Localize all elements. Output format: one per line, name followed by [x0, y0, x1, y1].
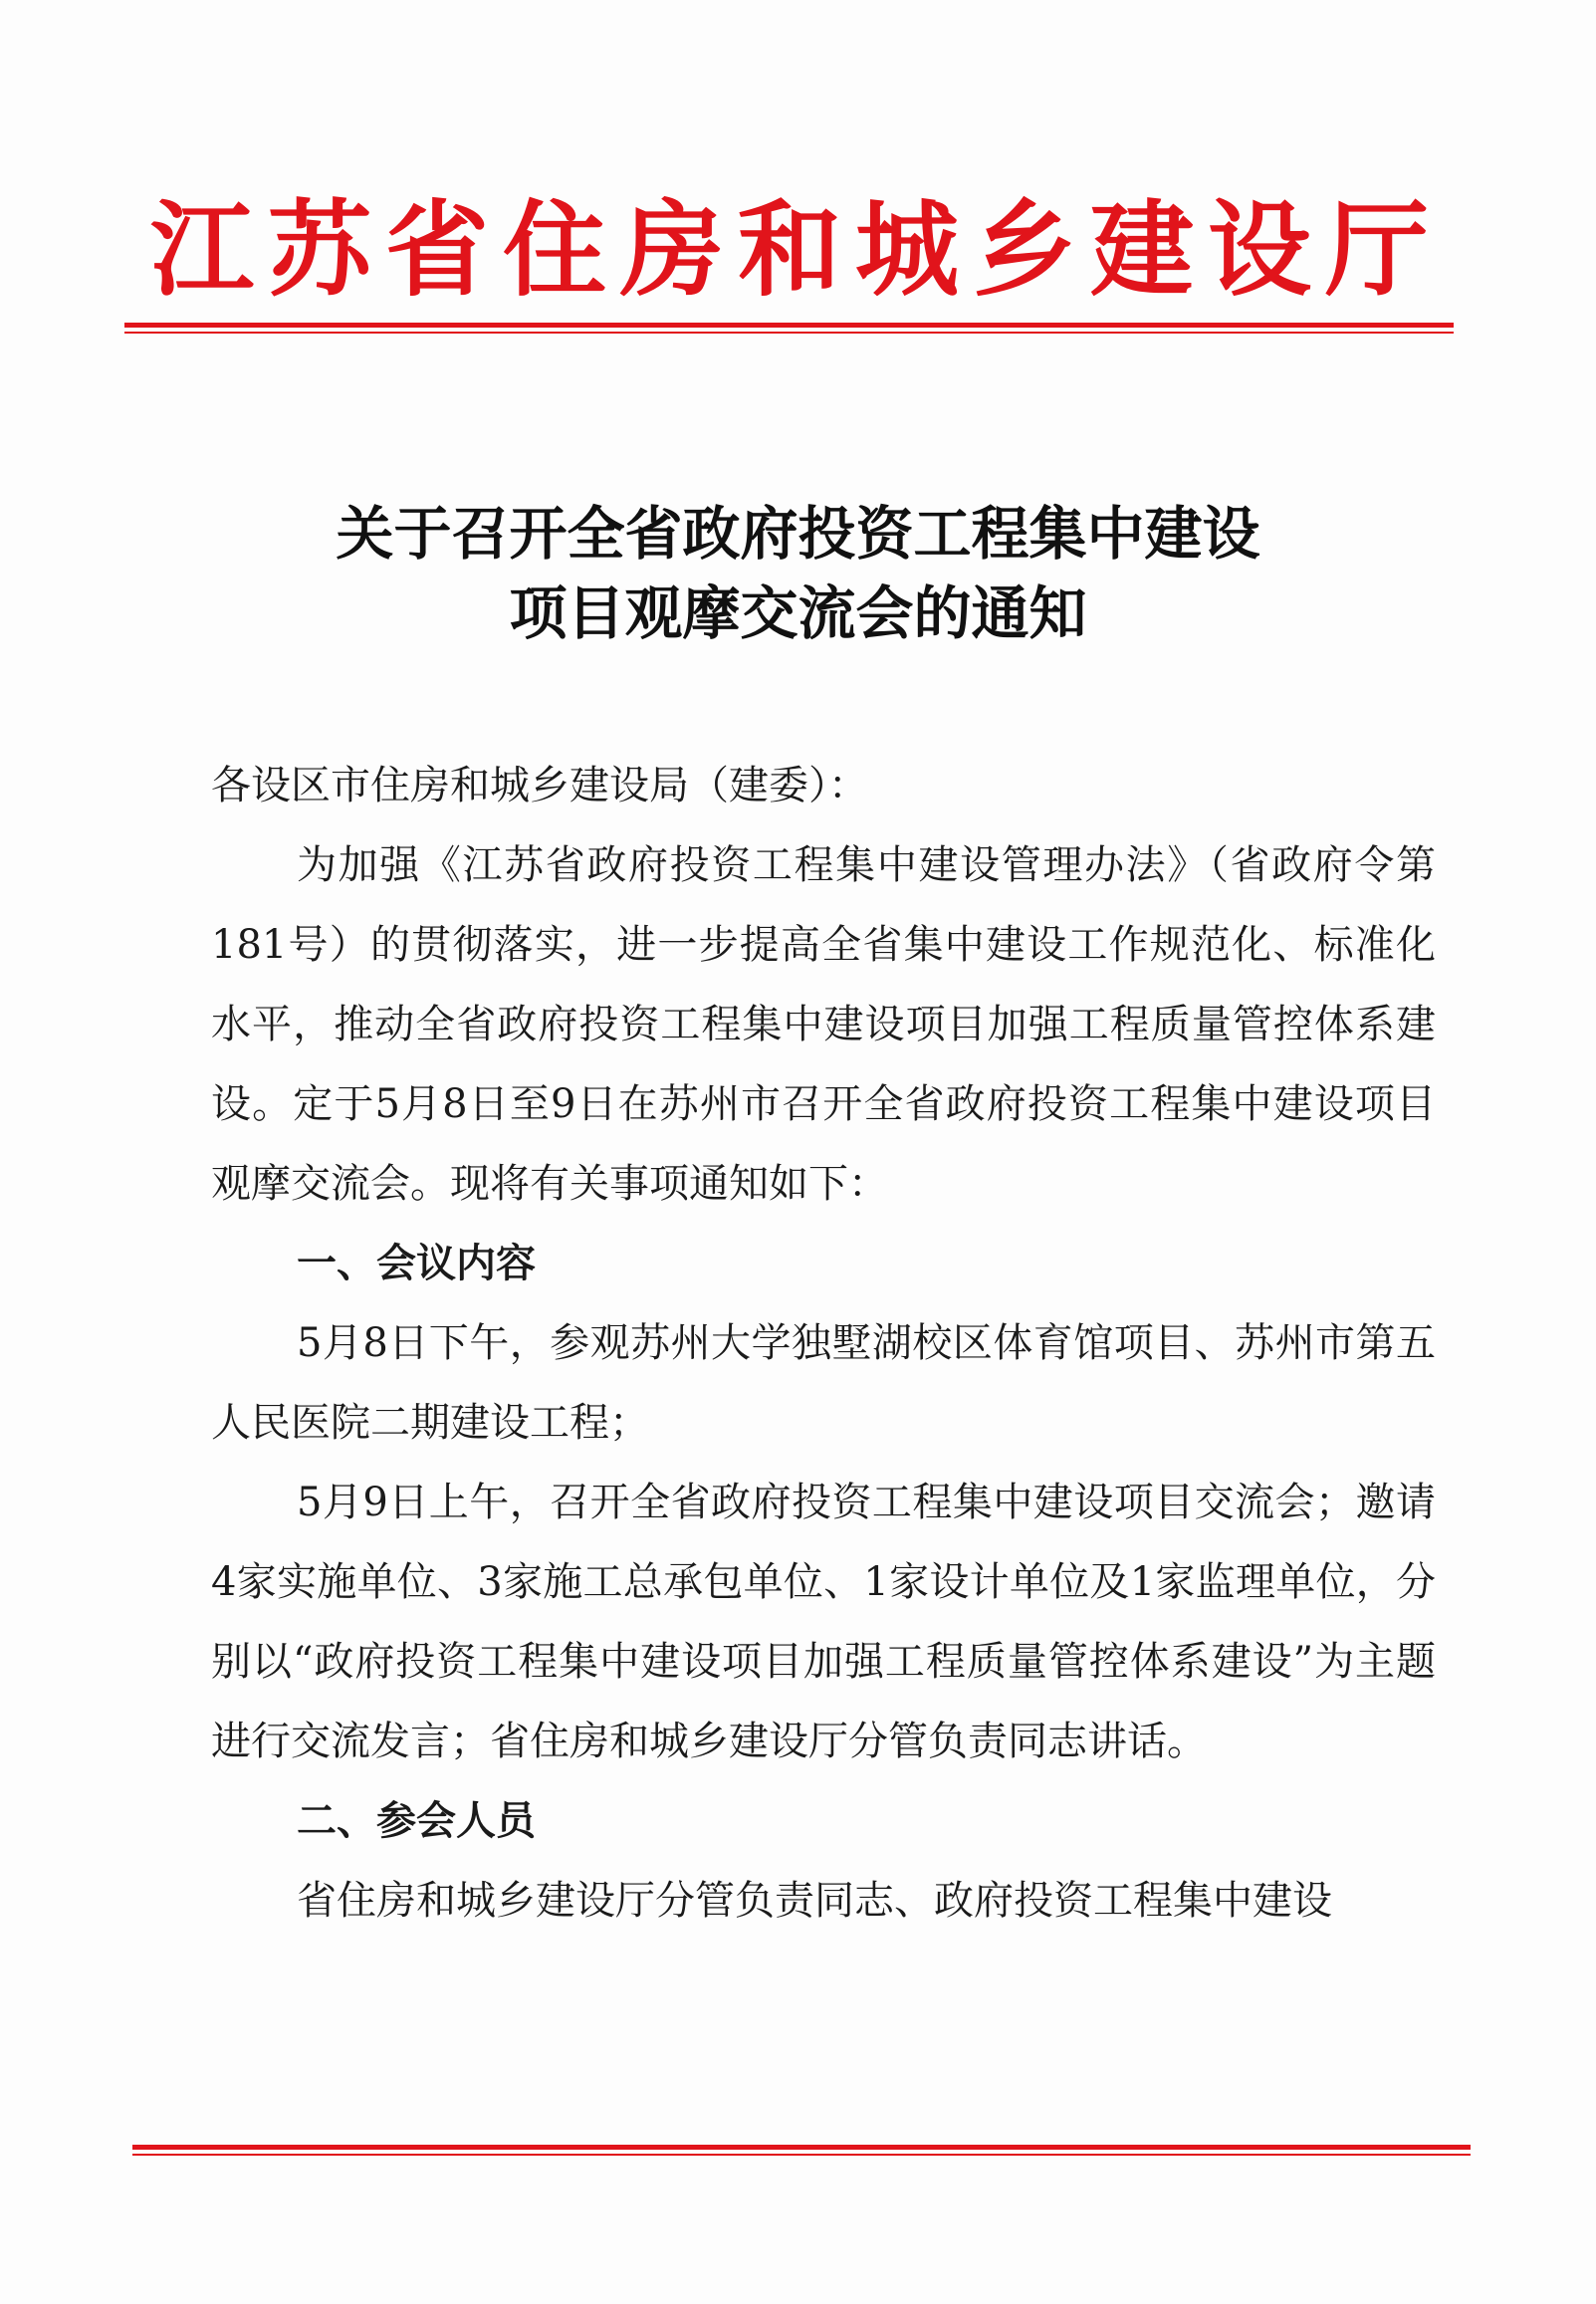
letterhead	[129, 179, 1464, 329]
footer-rule-thick	[132, 2145, 1471, 2150]
document-title-line-2: 项目观摩交流会的通知	[509, 579, 1087, 647]
paragraph-day-one: 5月8日下午，参观苏州大学独墅湖校区体育馆项目、苏州市第五人民医院二期建设工程；	[211, 1320, 1436, 1446]
document-title-line-1: 关于召开全省政府投资工程集中建设	[336, 500, 1260, 568]
section-heading-meeting-content: 一、会议内容	[297, 1241, 536, 1286]
paragraph-attendees: 省住房和城乡建设厅分管负责同志、政府投资工程集中建设	[297, 1878, 1332, 1924]
letterhead-org-name: 江苏省住房和城乡建设厅	[149, 189, 1443, 311]
salutation: 各设区市住房和城乡建设局（建委）：	[211, 763, 868, 808]
letterhead-rule-thick	[124, 323, 1454, 328]
section-heading-attendees: 二、参会人员	[297, 1798, 536, 1844]
paragraph-day-two: 5月9日上午，召开全省政府投资工程集中建设项目交流会；邀请4家实施单位、3家施工总承包单位、1家设计单位及1家监理单位，分别以“政府投资工程集中建设项目加强工程质量管控体系建设”为主题进行交流发言；省住房和城乡建设厅分管负责同志讲话。	[211, 1480, 1436, 1764]
paragraph-intro: 为加强《江苏省政府投资工程集中建设管理办法》（省政府令第181号）的贯彻落实，进一步提高全省集中建设工作规范化、标准化水平，推动全省政府投资工程集中建设项目加强工程质量管控体系建设。定于5月8日至9日在苏州市召开全省政府投资工程集中建设项目观摩交流会。现将有关事项通知如下：	[211, 842, 1436, 1207]
footer-rule-thin	[132, 2154, 1471, 2156]
document-body	[211, 746, 1436, 1941]
letterhead-rule-thin	[124, 332, 1454, 334]
